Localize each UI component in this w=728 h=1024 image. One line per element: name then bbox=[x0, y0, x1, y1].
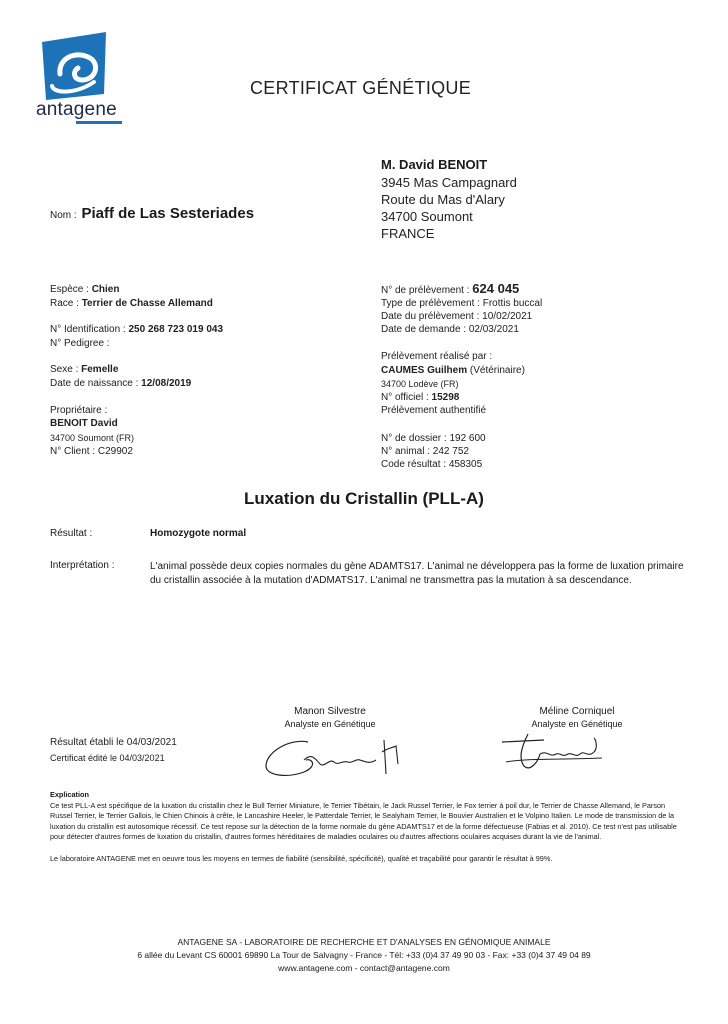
logo-underline bbox=[76, 121, 122, 124]
interpretation-text: L'animal possède deux copies normales du gène ADAMTS17. L'animal ne développera pas la forme de luxation primaire du cristallin associée à la mutation d'ADMATS17. L'animal ne transmettra pas la mutation à sa descendance. bbox=[150, 561, 684, 586]
animal-number: N° animal : 242 752 bbox=[381, 446, 469, 457]
client-number: N° Client : C29902 bbox=[50, 446, 133, 457]
result-value: Homozygote normal bbox=[150, 528, 247, 539]
request-date: Date de demande : 02/03/2021 bbox=[381, 324, 519, 335]
sex-row: Sexe : Femelle bbox=[50, 364, 119, 375]
sample-date: Date du prélèvement : 10/02/2021 bbox=[381, 311, 533, 322]
explanation-body: Ce test PLL-A est spécifique de la luxation du cristallin chez le Bull Terrier Miniature, le Terrier Tibétain, le Jack Russel Terrier, le Fox terrier à poil dur, le Terrier de Chasse Allemand, le Parson Russel Terrier, le Terrier Gallois, le Chien Chinois à crête, le Lancashire Heeler, le Patterdale Terrier, le Sealyham Terrier, le Bouvier Australien et le Volpino Italien. Le mode de transmission de la luxation du cristallin est autosomique récessif. Ce test repose sur la détection de la forme normale du gène ADAMTS17 et de la forme défectueuse (Fabias et al. 2010). Ce test n'est pas utilisable pour détecter d'autres formes de luxation du cristallin, d'autres formes héréditaires de maladies oculaires ou d'autres affections oculaires acquises durant la vie de l'animal. bbox=[50, 800, 677, 842]
owner-city: 34700 Soumont (FR) bbox=[50, 433, 135, 443]
official-number-row: N° officiel : 15298 bbox=[381, 392, 460, 403]
result-code: Code résultat : 458305 bbox=[381, 459, 483, 470]
signatory-1-name: Manon Silvestre bbox=[294, 706, 366, 717]
explanation-title: Explication bbox=[50, 790, 89, 799]
sample-number-row: N° de prélèvement : 624 045 bbox=[381, 281, 520, 296]
animal-name-label: Nom : bbox=[50, 210, 77, 221]
footer-contact: www.antagene.com - contact@antagene.com bbox=[278, 963, 450, 973]
birth-row: Date de naissance : 12/08/2019 bbox=[50, 378, 192, 389]
identification-row: N° Identification : 250 268 723 019 043 bbox=[50, 324, 224, 335]
result-label: Résultat : bbox=[50, 528, 93, 539]
test-title: Luxation du Cristallin (PLL-A) bbox=[244, 489, 484, 508]
signatory-1-role: Analyste en Génétique bbox=[284, 719, 376, 729]
signatory-2-name: Méline Corniquel bbox=[539, 706, 615, 717]
owner-name: BENOIT David bbox=[50, 418, 118, 429]
result-established-date: Résultat établi le 04/03/2021 bbox=[50, 737, 177, 748]
signatory-2-role: Analyste en Génétique bbox=[531, 719, 623, 729]
logo-wordmark: antagene bbox=[36, 99, 117, 120]
signature-2-image bbox=[498, 728, 618, 773]
sample-type: Type de prélèvement : Frottis buccal bbox=[381, 298, 543, 309]
owner-address-line2: Route du Mas d'Alary bbox=[381, 192, 505, 207]
explanation-block bbox=[50, 790, 680, 865]
owner-address-line4: FRANCE bbox=[381, 226, 435, 241]
document-title: CERTIFICAT GÉNÉTIQUE bbox=[250, 78, 472, 98]
owner-address-name: M. David BENOIT bbox=[381, 157, 488, 172]
owner-label: Propriétaire : bbox=[50, 405, 108, 416]
breed-row: Race : Terrier de Chasse Allemand bbox=[50, 298, 213, 309]
pedigree-row: N° Pedigree : bbox=[50, 338, 110, 349]
certificate-edited-date: Certificat édité le 04/03/2021 bbox=[50, 753, 165, 763]
species-row: Espèce : Chien bbox=[50, 284, 120, 295]
interpretation-label: Interprétation : bbox=[50, 560, 115, 571]
animal-name: Piaff de Las Sesteriades bbox=[81, 205, 255, 222]
quality-statement: Le laboratoire ANTAGENE met en oeuvre tous les moyens en termes de fiabilité (sensibilité, spécificité), qualité et traçabilité pour garantir le résultat à 99%. bbox=[50, 853, 553, 863]
sample-authentic: Prélèvement authentifié bbox=[381, 405, 487, 416]
sample-by-label: Prélèvement réalisé par : bbox=[381, 351, 493, 362]
vet-row: CAUMES Guilhem (Vétérinaire) bbox=[381, 365, 525, 376]
signature-1-image bbox=[260, 730, 410, 785]
owner-address-line3: 34700 Soumont bbox=[381, 209, 473, 224]
file-number: N° de dossier : 192 600 bbox=[381, 433, 486, 444]
footer-company: ANTAGENE SA - LABORATOIRE DE RECHERCHE ET D'ANALYSES EN GÉNOMIQUE ANIMALE bbox=[177, 937, 551, 947]
animal-name-row bbox=[50, 205, 254, 222]
vet-city: 34700 Lodève (FR) bbox=[381, 379, 459, 389]
owner-address-line1: 3945 Mas Campagnard bbox=[381, 175, 517, 190]
footer-address: 6 allée du Levant CS 60001 69890 La Tour de Salvagny - France - Tél: +33 (0)4 37 49 90 03 - Fax: +33 (0)4 37 49 04 89 bbox=[137, 950, 591, 960]
